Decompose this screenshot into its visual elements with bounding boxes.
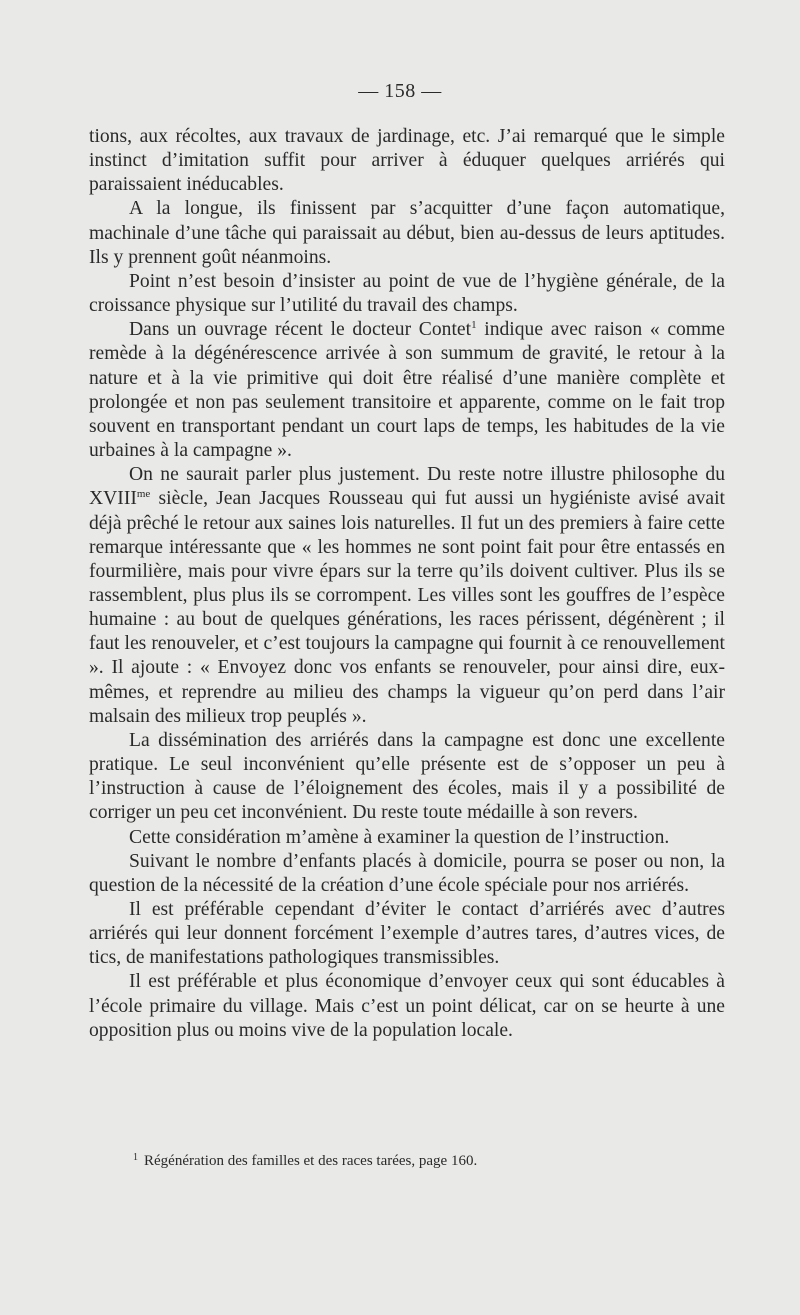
footnote-text: Régénération des familles et des races tarées, page 160.	[144, 1153, 478, 1169]
paragraph-9-text: Il est préférable cependant d’éviter le contact d’arriérés avec d’autres arriérés qui leur donnent forcément l’exemple d’autres tares, d’autres vices, de tics, de manifestations pathologiques transmissibles.	[89, 899, 725, 969]
paragraph-8-text: Suivant le nombre d’enfants placés à domicile, pourra se poser ou non, la question de la nécessité de la création d’une école spéciale pour nos arriérés.	[89, 850, 725, 896]
paragraph-4-text-start: Dans un ouvrage récent le docteur Contet	[129, 319, 472, 341]
paragraph-5-text-start: On ne saurait parler plus justement. Du reste notre illustre philosophe du XVIII	[89, 464, 725, 510]
paragraph-1-text: tions, aux récoltes, aux travaux de jardinage, etc. J’ai remarqué que le simple instinct d’imitation suffit pour arriver à éduquer quelques arriérés qui paraissaient inéducables.	[89, 126, 725, 196]
paragraph-6-text: La dissémination des arriérés dans la campagne est donc une excellente pratique. Le seul inconvénient qu’elle présente est de s’opposer un peu à l’instruction à cause de l’éloignement des écoles, mais il y a possibilité de corriger un peu cet inconvénient. Du reste toute médaille à son revers.	[89, 729, 725, 824]
paragraph-2-text: A la longue, ils finissent par s’acquitter d’une façon automatique, machinale d’une tâche qui paraissait au début, bien au-dessus de leurs aptitudes. Ils y prennent goût néanmoins.	[89, 198, 725, 268]
footnote	[133, 1152, 733, 1170]
body-text	[89, 125, 725, 1043]
page-number: — 158 —	[358, 80, 442, 102]
paragraph-4-text-end: indique avec raison « comme remède à la dégénérescence arrivée à son summum de gravité, le retour à la nature et à la vie primitive qui doit être réalisé d’une manière complète et prolongée et non pas seulement transitoire et apparente, comme on le fait trop souvent en transportant pendant un court laps de temps, les habitudes de la vie urbaines à la campagne ».	[89, 319, 725, 462]
paragraph-7-text: Cette considération m’amène à examiner la question de l’instruction.	[129, 826, 670, 848]
paragraph-10-text: Il est préférable et plus économique d’envoyer ceux qui sont éducables à l’école primaire du village. Mais c’est un point délicat, car on se heurte à une opposition plus ou moins vive de la population locale.	[89, 971, 725, 1041]
paragraph-7	[89, 826, 725, 850]
footnote-marker: 1	[133, 1152, 138, 1163]
paragraph-5	[89, 463, 725, 729]
paragraph-3	[89, 270, 725, 318]
century-superscript: me	[136, 488, 151, 501]
paragraph-4	[89, 318, 725, 463]
paragraph-10	[89, 970, 725, 1042]
paragraph-6	[89, 729, 725, 826]
paragraph-1	[89, 125, 725, 197]
paragraph-8	[89, 850, 725, 898]
paragraph-3-text: Point n’est besoin d’insister au point de vue de l’hygiène générale, de la croissance physique sur l’utilité du travail des champs.	[89, 270, 725, 317]
paragraph-9	[89, 898, 725, 970]
paragraph-2	[89, 197, 725, 269]
footnote-reference: 1	[471, 319, 477, 332]
paragraph-5-text-end: siècle, Jean Jacques Rousseau qui fut aussi un hygiéniste avisé avait déjà prêché le retour aux saines lois naturelles. Il fut un des premiers à faire cette remarque intéressante que « les hommes ne sont point fait pour être entassés en fourmilière, mais pour vivre épars sur la terre qu’ils doivent cultiver. Plus ils se rassemblent, plus plus ils se corrompent. Les villes sont les gouffres de l’espèce humaine : au bout de quelques générations, les races périssent, dégénèrent ; il faut les renouveler, et c’est toujours la campagne qui fournit à ce renouvellement ». Il ajoute : « Envoyez donc vos enfants se renouveler, pour ainsi dire, eux-mêmes, et reprendre au milieu des champs la vigueur qu’on perd dans l’air malsain des milieux trop peuplés ».	[89, 488, 725, 727]
